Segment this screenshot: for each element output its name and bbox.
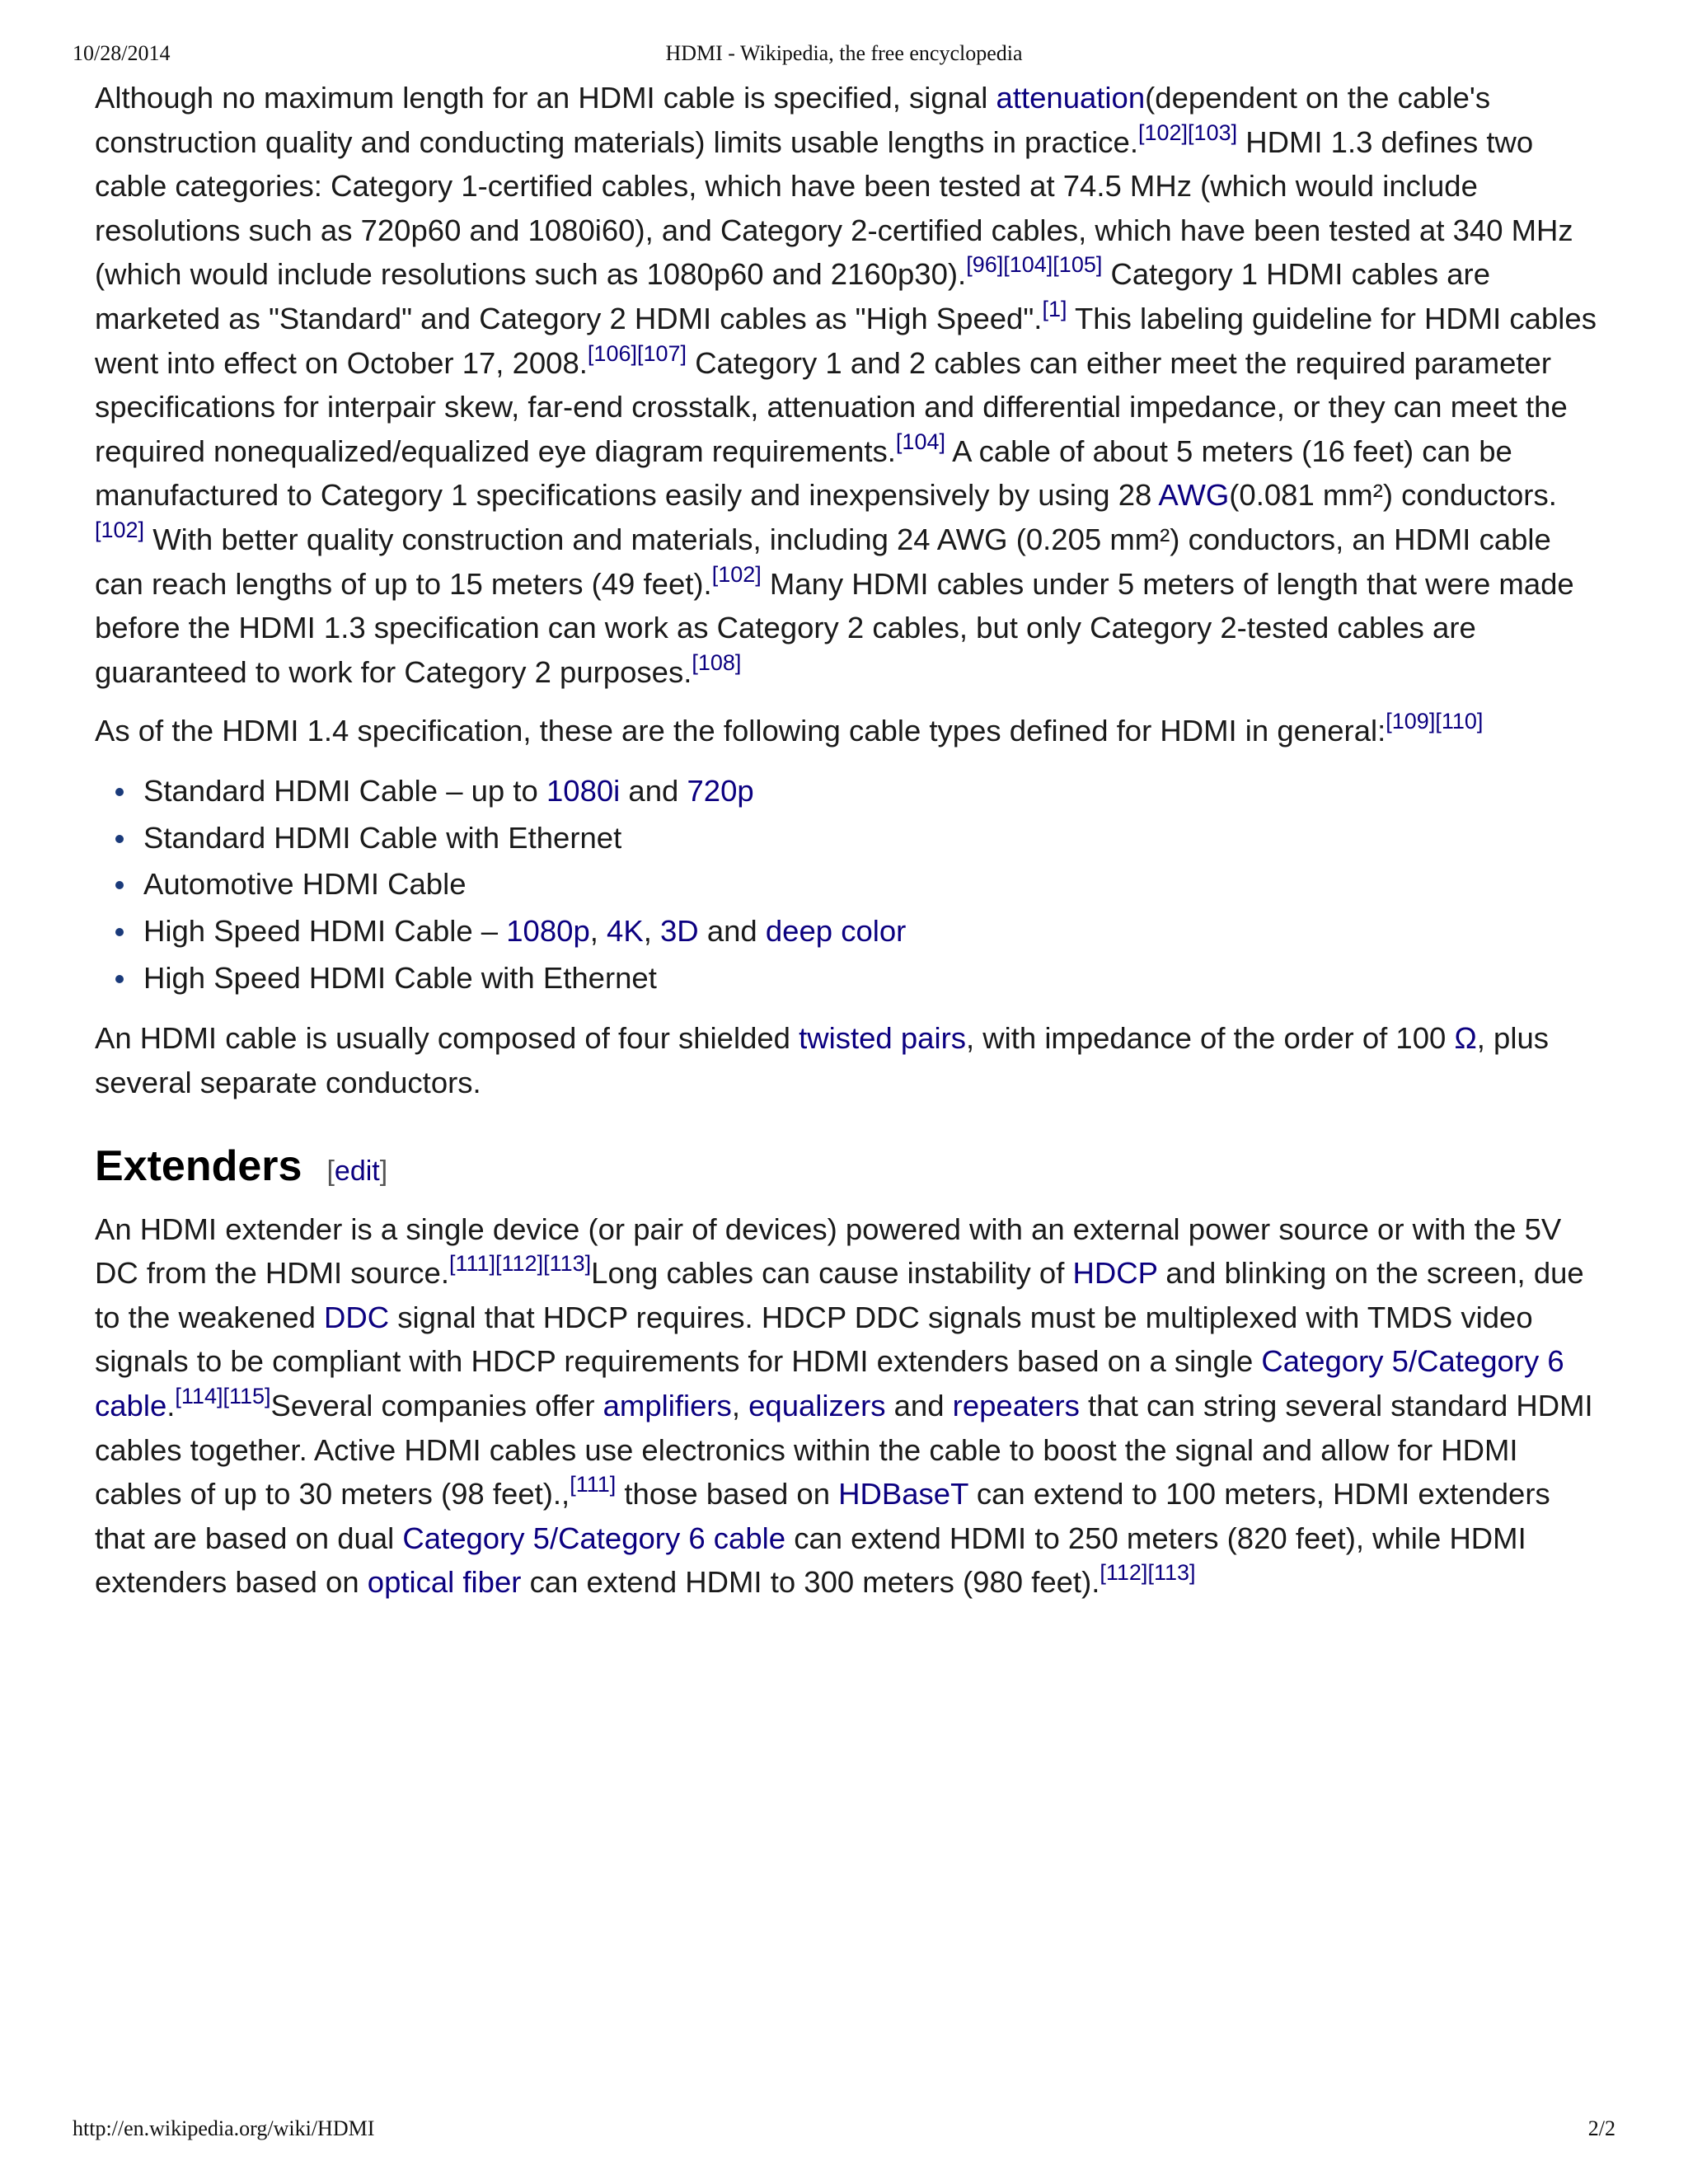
ref-110[interactable]: [110] (1435, 709, 1484, 734)
text-run: . (166, 1388, 176, 1422)
bullet-icon (115, 788, 124, 796)
text-run: , (643, 914, 660, 949)
text-run: Although no maximum length for an HDMI cable is specified, signal (95, 81, 996, 115)
text-run: and blinking on the screen, due to the weakened (95, 1256, 1584, 1334)
text-run: , with impedance of the order of 100 (965, 1021, 1455, 1056)
ref-107[interactable]: [107] (636, 340, 687, 366)
print-footer-url: http://en.wikipedia.org/wiki/HDMI (73, 2116, 375, 2140)
ref-102[interactable]: [102] (711, 561, 762, 587)
bullet-icon (115, 881, 124, 889)
text-run: An HDMI cable is usually composed of four shielded (95, 1021, 799, 1056)
text-run: (dependent on the cable's construction quality and conducting materials) limits usable lengths in practice. (95, 81, 1491, 159)
link-equalizers[interactable]: equalizers (748, 1388, 886, 1422)
paragraph-cable-length (95, 76, 1603, 694)
ref-113[interactable]: [113] (543, 1251, 592, 1277)
ref-113[interactable]: [113] (1147, 1560, 1196, 1586)
link-ddc[interactable]: DDC (324, 1300, 390, 1334)
text-run: , (731, 1388, 749, 1422)
link-attenuation[interactable]: attenuation (996, 81, 1146, 115)
article-content (95, 76, 1603, 1619)
cable-type-list (95, 768, 1603, 1002)
list-item (95, 955, 1603, 1002)
list-item (95, 768, 1603, 815)
text-run: Many HDMI cables under 5 meters of length that were made before the HDMI 1.3 specification can work as Category 2 cables, but only Category 2-tested cables are guaranteed to work for Category 2 purposes. (95, 566, 1574, 689)
ref-105[interactable]: [105] (1053, 252, 1103, 278)
link-720p[interactable]: 720p (687, 773, 754, 808)
list-item (95, 908, 1603, 955)
link-hdcp[interactable]: HDCP (1072, 1256, 1158, 1291)
ref-111[interactable]: [111] (448, 1251, 496, 1277)
text-run: , (589, 914, 607, 949)
link-repeaters[interactable]: repeaters (952, 1388, 1080, 1422)
edit-bracket: ] (379, 1155, 388, 1187)
print-footer-page-number: 2/2 (1587, 2116, 1615, 2140)
paragraph-cable-composition (95, 1016, 1603, 1104)
ref-111[interactable]: [111] (570, 1472, 617, 1497)
text-run: This labeling guideline for HDMI cables went into effect on October 17, 2008. (95, 301, 1597, 380)
text-run: With better quality construction and materials, including 24 AWG (0.205 mm²) conductors, an HDMI cable can reach lengths of up to 15 meters (49 feet). (95, 522, 1551, 601)
ref-102[interactable]: [102] (1137, 120, 1189, 145)
ref-108[interactable]: [108] (692, 649, 742, 675)
link-twisted-pairs[interactable]: twisted pairs (799, 1021, 966, 1056)
bullet-icon (115, 835, 124, 843)
text-run: Standard HDMI Cable with Ethernet (143, 820, 622, 855)
text-run: signal that HDCP requires. HDCP DDC signals must be multiplexed with TMDS video signals to be compliant with HDCP requirements for HDMI extenders based on a single (95, 1300, 1533, 1379)
paragraph-extenders (95, 1207, 1603, 1605)
paragraph-cable-types-intro (95, 709, 1603, 753)
link-optical-fiber[interactable]: optical fiber (367, 1565, 522, 1600)
text-run: High Speed HDMI Cable – (143, 914, 507, 949)
ref-112[interactable]: [112] (1100, 1560, 1148, 1586)
ref-96[interactable]: [96] (966, 252, 1004, 278)
ref-104[interactable]: [104] (895, 429, 945, 454)
ref-1[interactable]: [1] (1042, 297, 1067, 322)
ref-114[interactable]: [114] (175, 1384, 223, 1409)
text-run: Long cables can cause instability of (591, 1256, 1073, 1291)
list-item (95, 861, 1603, 908)
text-run: that can string several standard HDMI cables together. Active HDMI cables use electronics within the cable to boost the signal and allow for HDMI cables of up to 30 meters (98 feet)., (95, 1388, 1593, 1511)
link-amplifiers[interactable]: amplifiers (603, 1388, 732, 1422)
text-run: High Speed HDMI Cable with Ethernet (143, 960, 657, 995)
text-run: can extend HDMI to 250 meters (820 feet), while HDMI extenders based on (95, 1521, 1526, 1600)
ref-103[interactable]: [103] (1188, 120, 1238, 145)
text-run: An HDMI extender is a single device (or pair of devices) powered with an external power source or with the 5V DC from the HDMI source. (95, 1212, 1562, 1291)
heading-text: Extenders (95, 1141, 302, 1190)
bullet-icon (115, 928, 124, 936)
text-run: (0.081 mm²) conductors. (1229, 478, 1557, 513)
link-category-5-6-cable[interactable]: Category 5/Category 6 cable (95, 1344, 1564, 1422)
text-run: Standard HDMI Cable – up to (143, 773, 546, 808)
link-4k[interactable]: 4K (607, 914, 644, 949)
list-item (95, 815, 1603, 862)
link-hdbaset[interactable]: HDBaseT (838, 1477, 968, 1511)
ref-104[interactable]: [104] (1003, 252, 1053, 278)
link-1080p[interactable]: 1080p (506, 914, 590, 949)
ref-109[interactable]: [109] (1386, 709, 1436, 734)
ref-112[interactable]: [112] (495, 1251, 544, 1277)
bullet-icon (115, 975, 124, 983)
text-run: Automotive HDMI Cable (143, 867, 467, 902)
ref-102[interactable]: [102] (95, 518, 145, 543)
ref-106[interactable]: [106] (587, 340, 637, 366)
link-deep-color[interactable]: deep color (765, 914, 907, 949)
text-run: Several companies offer (270, 1388, 603, 1422)
link-ohm[interactable]: Ω (1454, 1021, 1477, 1056)
text-run: Category 1 HDMI cables are marketed as "Standard" and Category 2 HDMI cables as "High Speed". (95, 257, 1490, 335)
text-run: those based on (616, 1477, 839, 1511)
text-run: can extend to 100 meters, HDMI extenders that are based on dual (95, 1477, 1550, 1555)
text-run: and (698, 914, 766, 949)
edit-section (326, 1155, 387, 1187)
ref-115[interactable]: [115] (223, 1384, 271, 1409)
text-run: HDMI 1.3 defines two cable categories: Category 1-certified cables, which have been tested at 74.5 MHz (which would include resolutions such as 720p60 and 1080i60), and Category 2-certified cables, which have been tested at 340 MHz (which would include resolutions such as 1080p60 and 2160p30). (95, 124, 1573, 292)
link-1080i[interactable]: 1080i (546, 773, 621, 808)
text-run: As of the HDMI 1.4 specification, these are the following cable types defined for HDMI in general: (95, 714, 1386, 748)
text-run: can extend HDMI to 300 meters (980 feet). (521, 1565, 1100, 1600)
link-category-5-6-cable[interactable]: Category 5/Category 6 cable (402, 1521, 786, 1555)
text-run: A cable of about 5 meters (16 feet) can be manufactured to Category 1 specifications easily and inexpensively by using 28 (95, 434, 1512, 513)
text-run: , plus several separate conductors. (95, 1021, 1549, 1100)
text-run: Category 1 and 2 cables can either meet the required parameter specifications for interpair skew, far-end crosstalk, attenuation and differential impedance, or they can meet the required nonequalized/equalized eye diagram requirements. (95, 345, 1568, 468)
text-run: and (885, 1388, 953, 1422)
edit-link[interactable]: edit (334, 1155, 380, 1187)
link-3d[interactable]: 3D (660, 914, 699, 949)
print-header-title: HDMI - Wikipedia, the free encyclopedia (665, 41, 1023, 65)
link-awg[interactable]: AWG (1158, 478, 1230, 513)
edit-bracket: [ (326, 1155, 335, 1187)
print-header-date: 10/28/2014 (73, 41, 171, 65)
text-run: and (620, 773, 687, 808)
section-heading-extenders (95, 1141, 1603, 1196)
